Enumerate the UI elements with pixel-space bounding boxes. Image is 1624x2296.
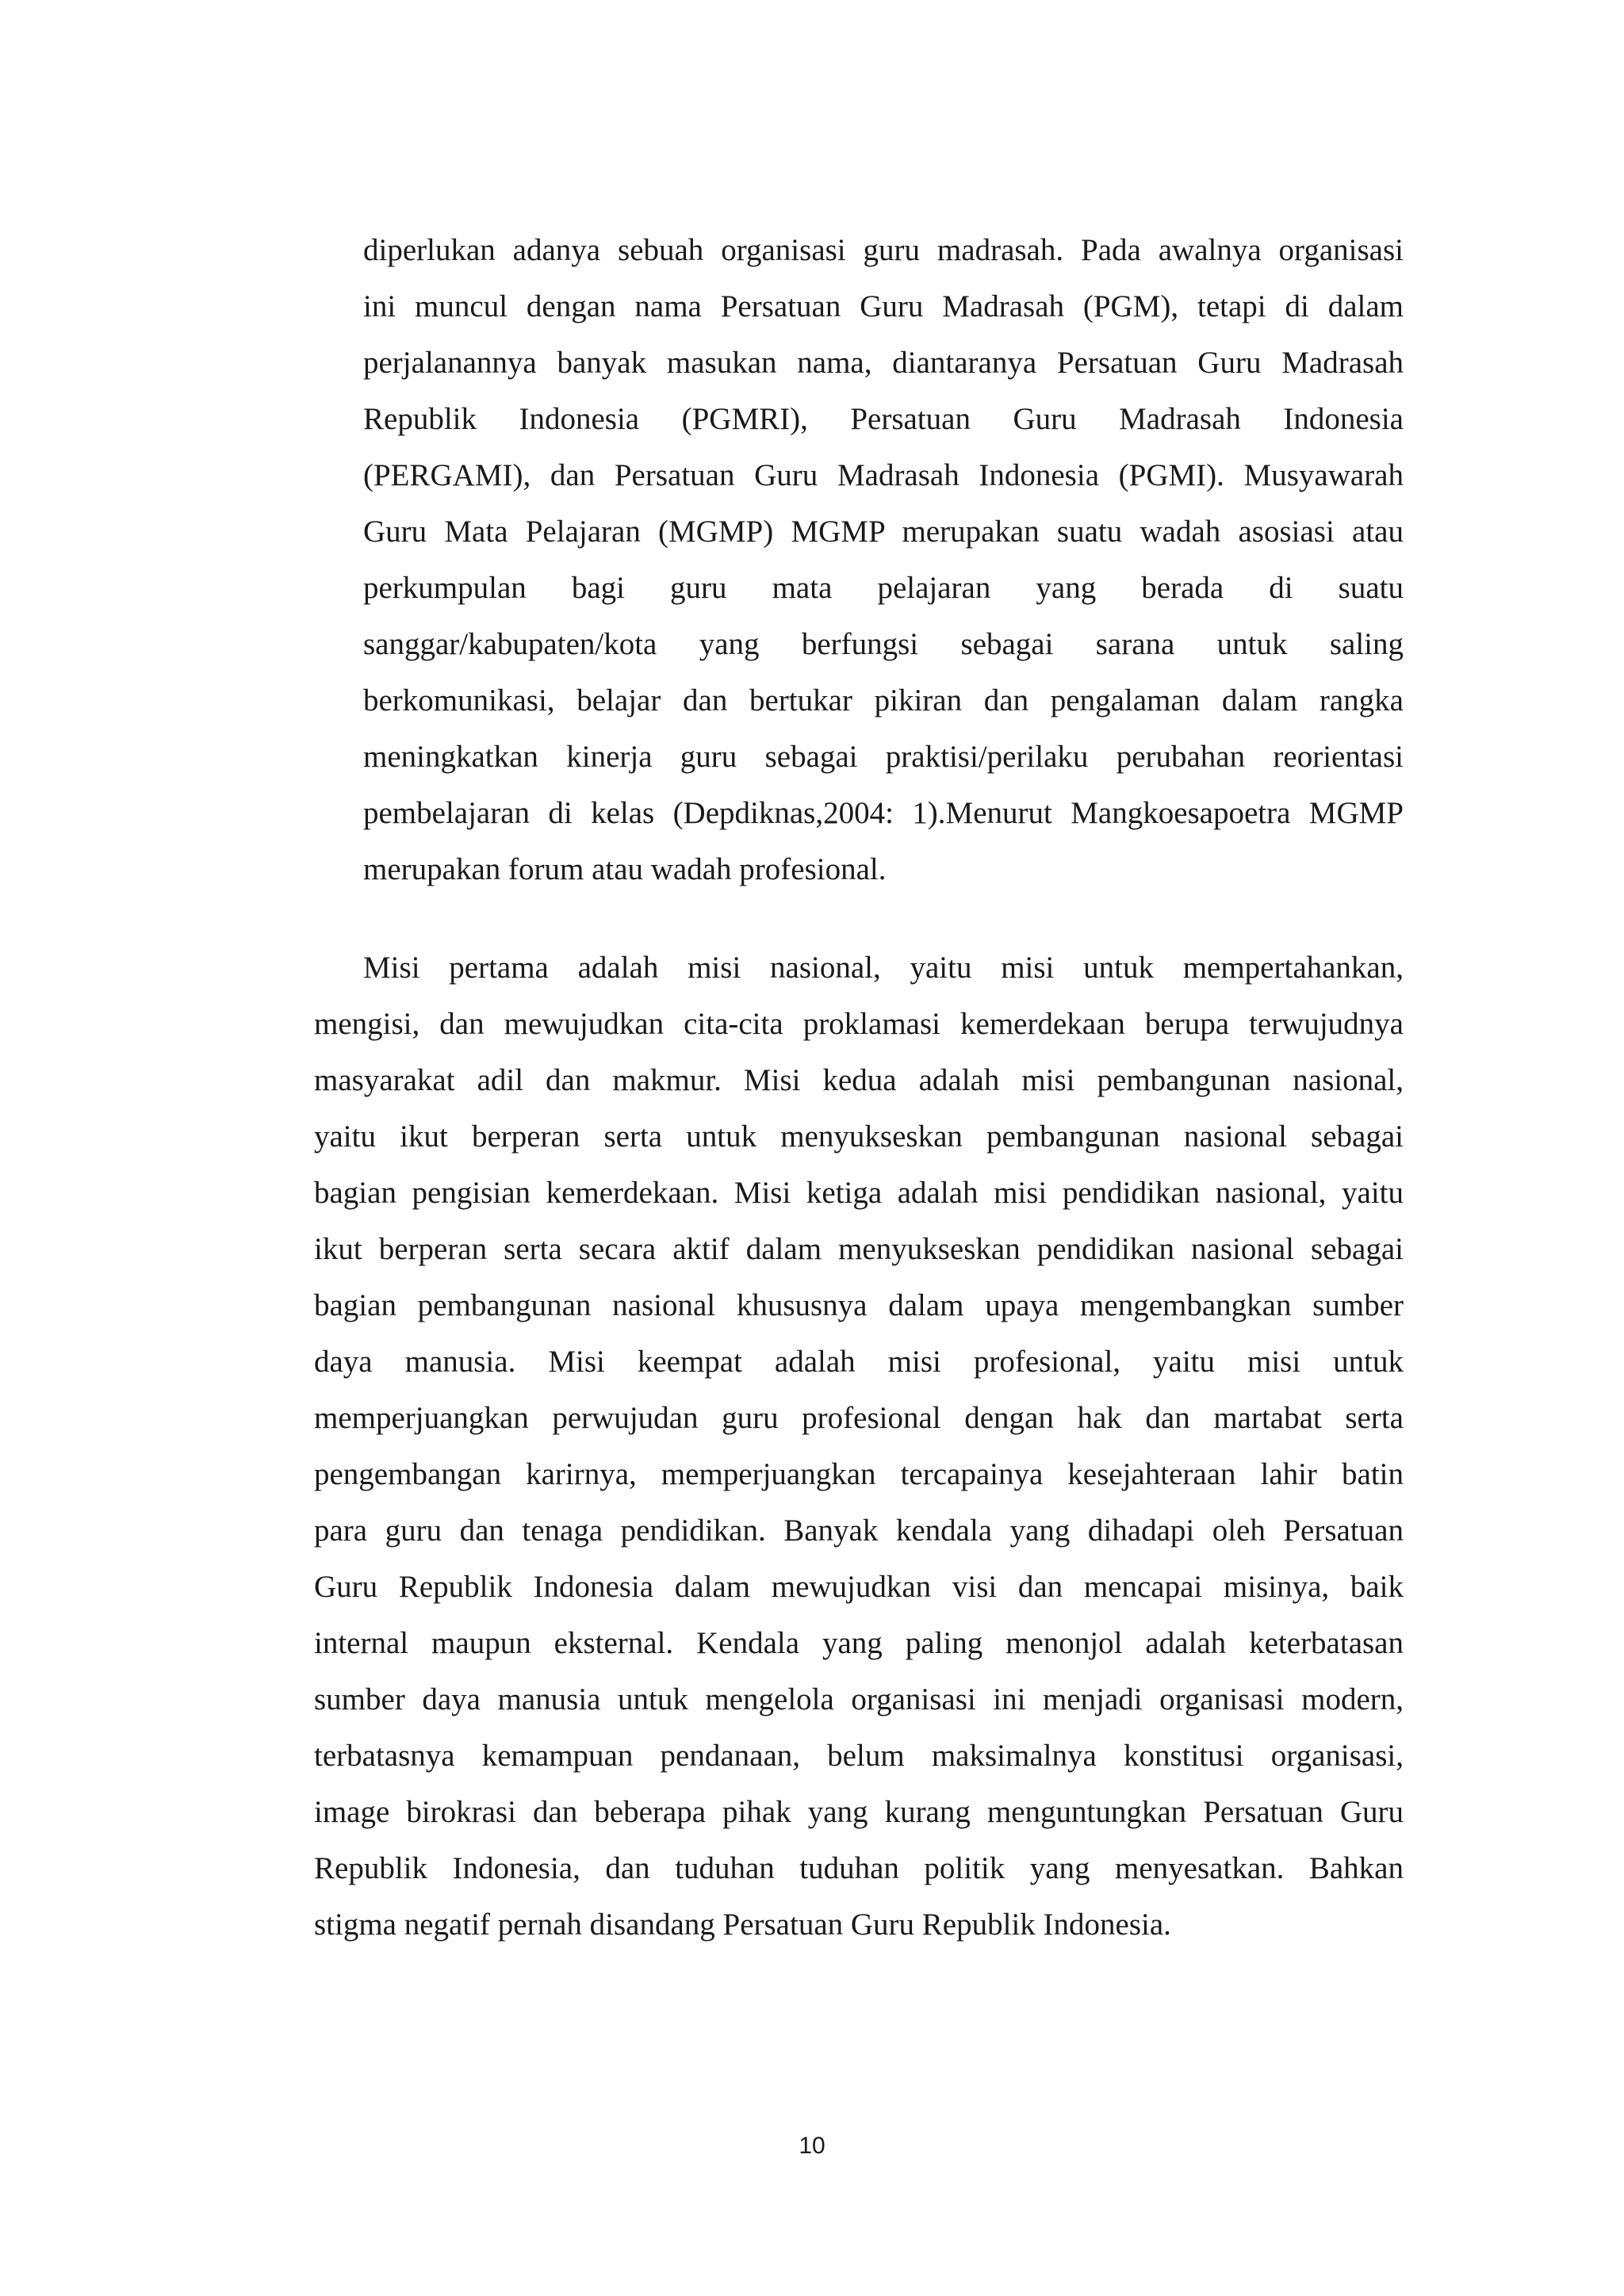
paragraph-2-line: mengisi, dan mewujudkan cita-cita proklamasi kemerdekaan berupa terwujudnya [314, 1007, 1404, 1041]
paragraph-2-line: Guru Republik Indonesia dalam mewujudkan visi dan mencapai misinya, baik [314, 1570, 1404, 1604]
paragraph-2-line: para guru dan tenaga pendidikan. Banyak kendala yang dihadapi oleh Persatuan [314, 1513, 1404, 1548]
paragraph-1-line: sanggar/kabupaten/kota yang berfungsi sebagai sarana untuk saling [363, 627, 1404, 661]
paragraph-2-line: bagian pembangunan nasional khususnya dalam upaya mengembangkan sumber [314, 1288, 1404, 1322]
paragraph-2-line: bagian pengisian kemerdekaan. Misi ketiga adalah misi pendidikan nasional, yaitu [314, 1176, 1404, 1210]
paragraph-1-line: diperlukan adanya sebuah organisasi guru madrasah. Pada awalnya organisasi [363, 233, 1404, 267]
paragraph-1-line: Guru Mata Pelajaran (MGMP) MGMP merupakan suatu wadah asosiasi atau [363, 515, 1404, 549]
paragraph-2-line: ikut berperan serta secara aktif dalam menyukseskan pendidikan nasional sebagai [314, 1232, 1404, 1266]
paragraph-1-line: meningkatkan kinerja guru sebagai praktisi/perilaku perubahan reorientasi [363, 740, 1404, 774]
paragraph-1-line: berkomunikasi, belajar dan bertukar pikiran dan pengalaman dalam rangka [363, 683, 1404, 718]
paragraph-2-line: terbatasnya kemampuan pendanaan, belum maksimalnya konstitusi organisasi, [314, 1739, 1404, 1773]
paragraph-2-line: masyarakat adil dan makmur. Misi kedua adalah misi pembangunan nasional, [314, 1063, 1404, 1097]
paragraph-2-line: memperjuangkan perwujudan guru profesional dengan hak dan martabat serta [314, 1401, 1404, 1435]
paragraph-2-line: internal maupun eksternal. Kendala yang paling menonjol adalah keterbatasan [314, 1626, 1404, 1660]
paragraph-2-line: yaitu ikut berperan serta untuk menyukseskan pembangunan nasional sebagai [314, 1119, 1404, 1154]
page-number: 10 [799, 2133, 825, 2159]
paragraph-2-line: Misi pertama adalah misi nasional, yaitu misi untuk mempertahankan, [363, 951, 1404, 985]
paragraph-1-line: pembelajaran di kelas (Depdiknas,2004: 1).Menurut Mangkoesapoetra MGMP [363, 796, 1404, 830]
paragraph-2-line: stigma negatif pernah disandang Persatuan Guru Republik Indonesia. [314, 1908, 1171, 1942]
paragraph-1-line: perkumpulan bagi guru mata pelajaran yang berada di suatu [363, 571, 1404, 605]
paragraph-2-line: Republik Indonesia, dan tuduhan tuduhan politik yang menyesatkan. Bahkan [314, 1851, 1404, 1885]
paragraph-1-line: perjalanannya banyak masukan nama, diantaranya Persatuan Guru Madrasah [363, 346, 1404, 380]
paragraph-1-line: Republik Indonesia (PGMRI), Persatuan Guru Madrasah Indonesia [363, 402, 1404, 436]
paragraph-1-line: ini muncul dengan nama Persatuan Guru Madrasah (PGM), tetapi di dalam [363, 289, 1404, 323]
paragraph-1-line: (PERGAMI), dan Persatuan Guru Madrasah Indonesia (PGMI). Musyawarah [363, 458, 1404, 492]
paragraph-1-line: merupakan forum atau wadah profesional. [363, 852, 887, 886]
paragraph-2-line: pengembangan karirnya, memperjuangkan tercapainya kesejahteraan lahir batin [314, 1457, 1404, 1491]
paragraph-2-line: image birokrasi dan beberapa pihak yang kurang menguntungkan Persatuan Guru [314, 1795, 1404, 1829]
paragraph-2-line: daya manusia. Misi keempat adalah misi profesional, yaitu misi untuk [314, 1345, 1404, 1379]
paragraph-2-line: sumber daya manusia untuk mengelola organisasi ini menjadi organisasi modern, [314, 1682, 1404, 1716]
